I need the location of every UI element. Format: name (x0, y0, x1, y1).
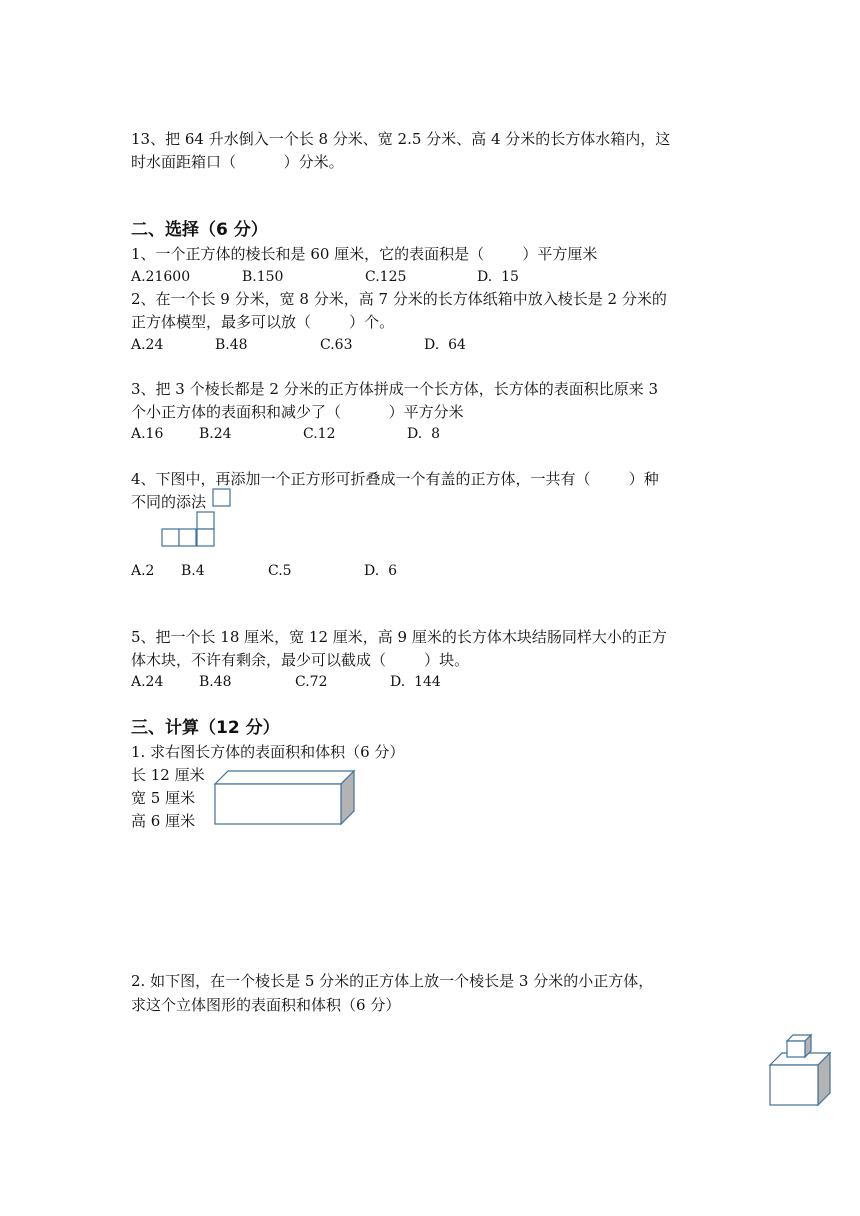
section2-title: 二、选择（6 分） (131, 220, 268, 240)
option-c: C.125 (365, 269, 407, 285)
option-d: D. 15 (477, 269, 519, 285)
q13-line2: 时水面距箱口（ ）分米。 (131, 153, 344, 171)
dim-width: 宽 5 厘米 (131, 789, 196, 807)
option-a: A.21600 (131, 269, 191, 285)
option-d: D. 64 (424, 337, 466, 353)
option-c: C.12 (303, 426, 336, 442)
cube-net-figure (160, 487, 235, 549)
s2-q1-line1: 1、一个正方体的棱长和是 60 厘米，它的表面积是（ ）平方厘米 (131, 245, 598, 263)
section3-title: 三、计算（12 分） (131, 718, 280, 738)
small-cube-front (787, 1041, 805, 1057)
s2-q5-line2: 体木块，不许有剩余，最少可以截成（ ）块。 (131, 651, 470, 669)
option-b: B.48 (215, 337, 248, 353)
option-a: A.16 (131, 426, 164, 442)
s3-q2-line1: 2. 如下图，在一个棱长是 5 分米的正方体上放一个棱长是 3 分米的小正方体， (131, 972, 654, 990)
s3-q2-line2: 求这个立体图形的表面积和体积（6 分） (131, 996, 401, 1014)
option-c: C.63 (320, 337, 353, 353)
net-square-middle (197, 512, 214, 529)
s2-q5-line1: 5、把一个长 18 厘米，宽 12 厘米，高 9 厘米的长方体木块结肠同样大小的正方 (131, 628, 667, 646)
s2-q3-options (131, 424, 440, 444)
option-c: C.72 (295, 674, 328, 690)
cuboid-front-face (215, 784, 341, 824)
option-b: B.4 (181, 563, 205, 579)
s3-q1-text: 1. 求右图长方体的表面积和体积（6 分） (131, 743, 405, 761)
s2-q1-options (131, 267, 519, 287)
net-square-top (213, 489, 230, 506)
s2-q5-options (131, 672, 441, 692)
option-c: C.5 (268, 563, 292, 579)
option-d: D. 6 (364, 563, 397, 579)
s2-q2-line1: 2、在一个长 9 分米，宽 8 分米，高 7 分米的长方体纸箱中放入棱长是 2 分米的 (131, 290, 667, 308)
cuboid-top-face (215, 771, 354, 784)
s2-q4-line1: 4、下图中，再添加一个正方形可折叠成一个有盖的正方体，一共有（ ）种 (131, 470, 659, 488)
net-square-bottom-2 (179, 529, 196, 546)
net-square-bottom-3 (197, 529, 214, 546)
s2-q4-options (131, 561, 397, 581)
option-b: B.24 (199, 426, 232, 442)
stacked-cubes-figure (768, 1033, 832, 1107)
net-square-bottom-1 (162, 529, 179, 546)
s2-q4-line2: 不同的添法 (131, 493, 207, 511)
option-b: B.150 (242, 269, 284, 285)
option-d: D. 8 (407, 426, 440, 442)
dim-height: 高 6 厘米 (131, 812, 196, 830)
option-a: A.24 (131, 337, 164, 353)
big-cube-front (770, 1065, 818, 1105)
option-d: D. 144 (390, 674, 441, 690)
s2-q2-options (131, 335, 466, 355)
q13-line1: 13、把 64 升水倒入一个长 8 分米、宽 2.5 分米、高 4 分米的长方体水箱内，这 (131, 130, 671, 148)
option-b: B.48 (199, 674, 232, 690)
s2-q2-line2: 正方体模型，最多可以放（ ）个。 (131, 313, 395, 331)
option-a: A.2 (131, 563, 155, 579)
option-a: A.24 (131, 674, 164, 690)
s2-q3-line2: 个小正方体的表面积和减少了（ ）平方分米 (131, 403, 464, 421)
dim-length: 长 12 厘米 (131, 766, 205, 784)
s2-q3-line1: 3、把 3 个棱长都是 2 分米的正方体拼成一个长方体，长方体的表面积比原来 3 (131, 380, 659, 398)
cuboid-figure (214, 770, 356, 826)
